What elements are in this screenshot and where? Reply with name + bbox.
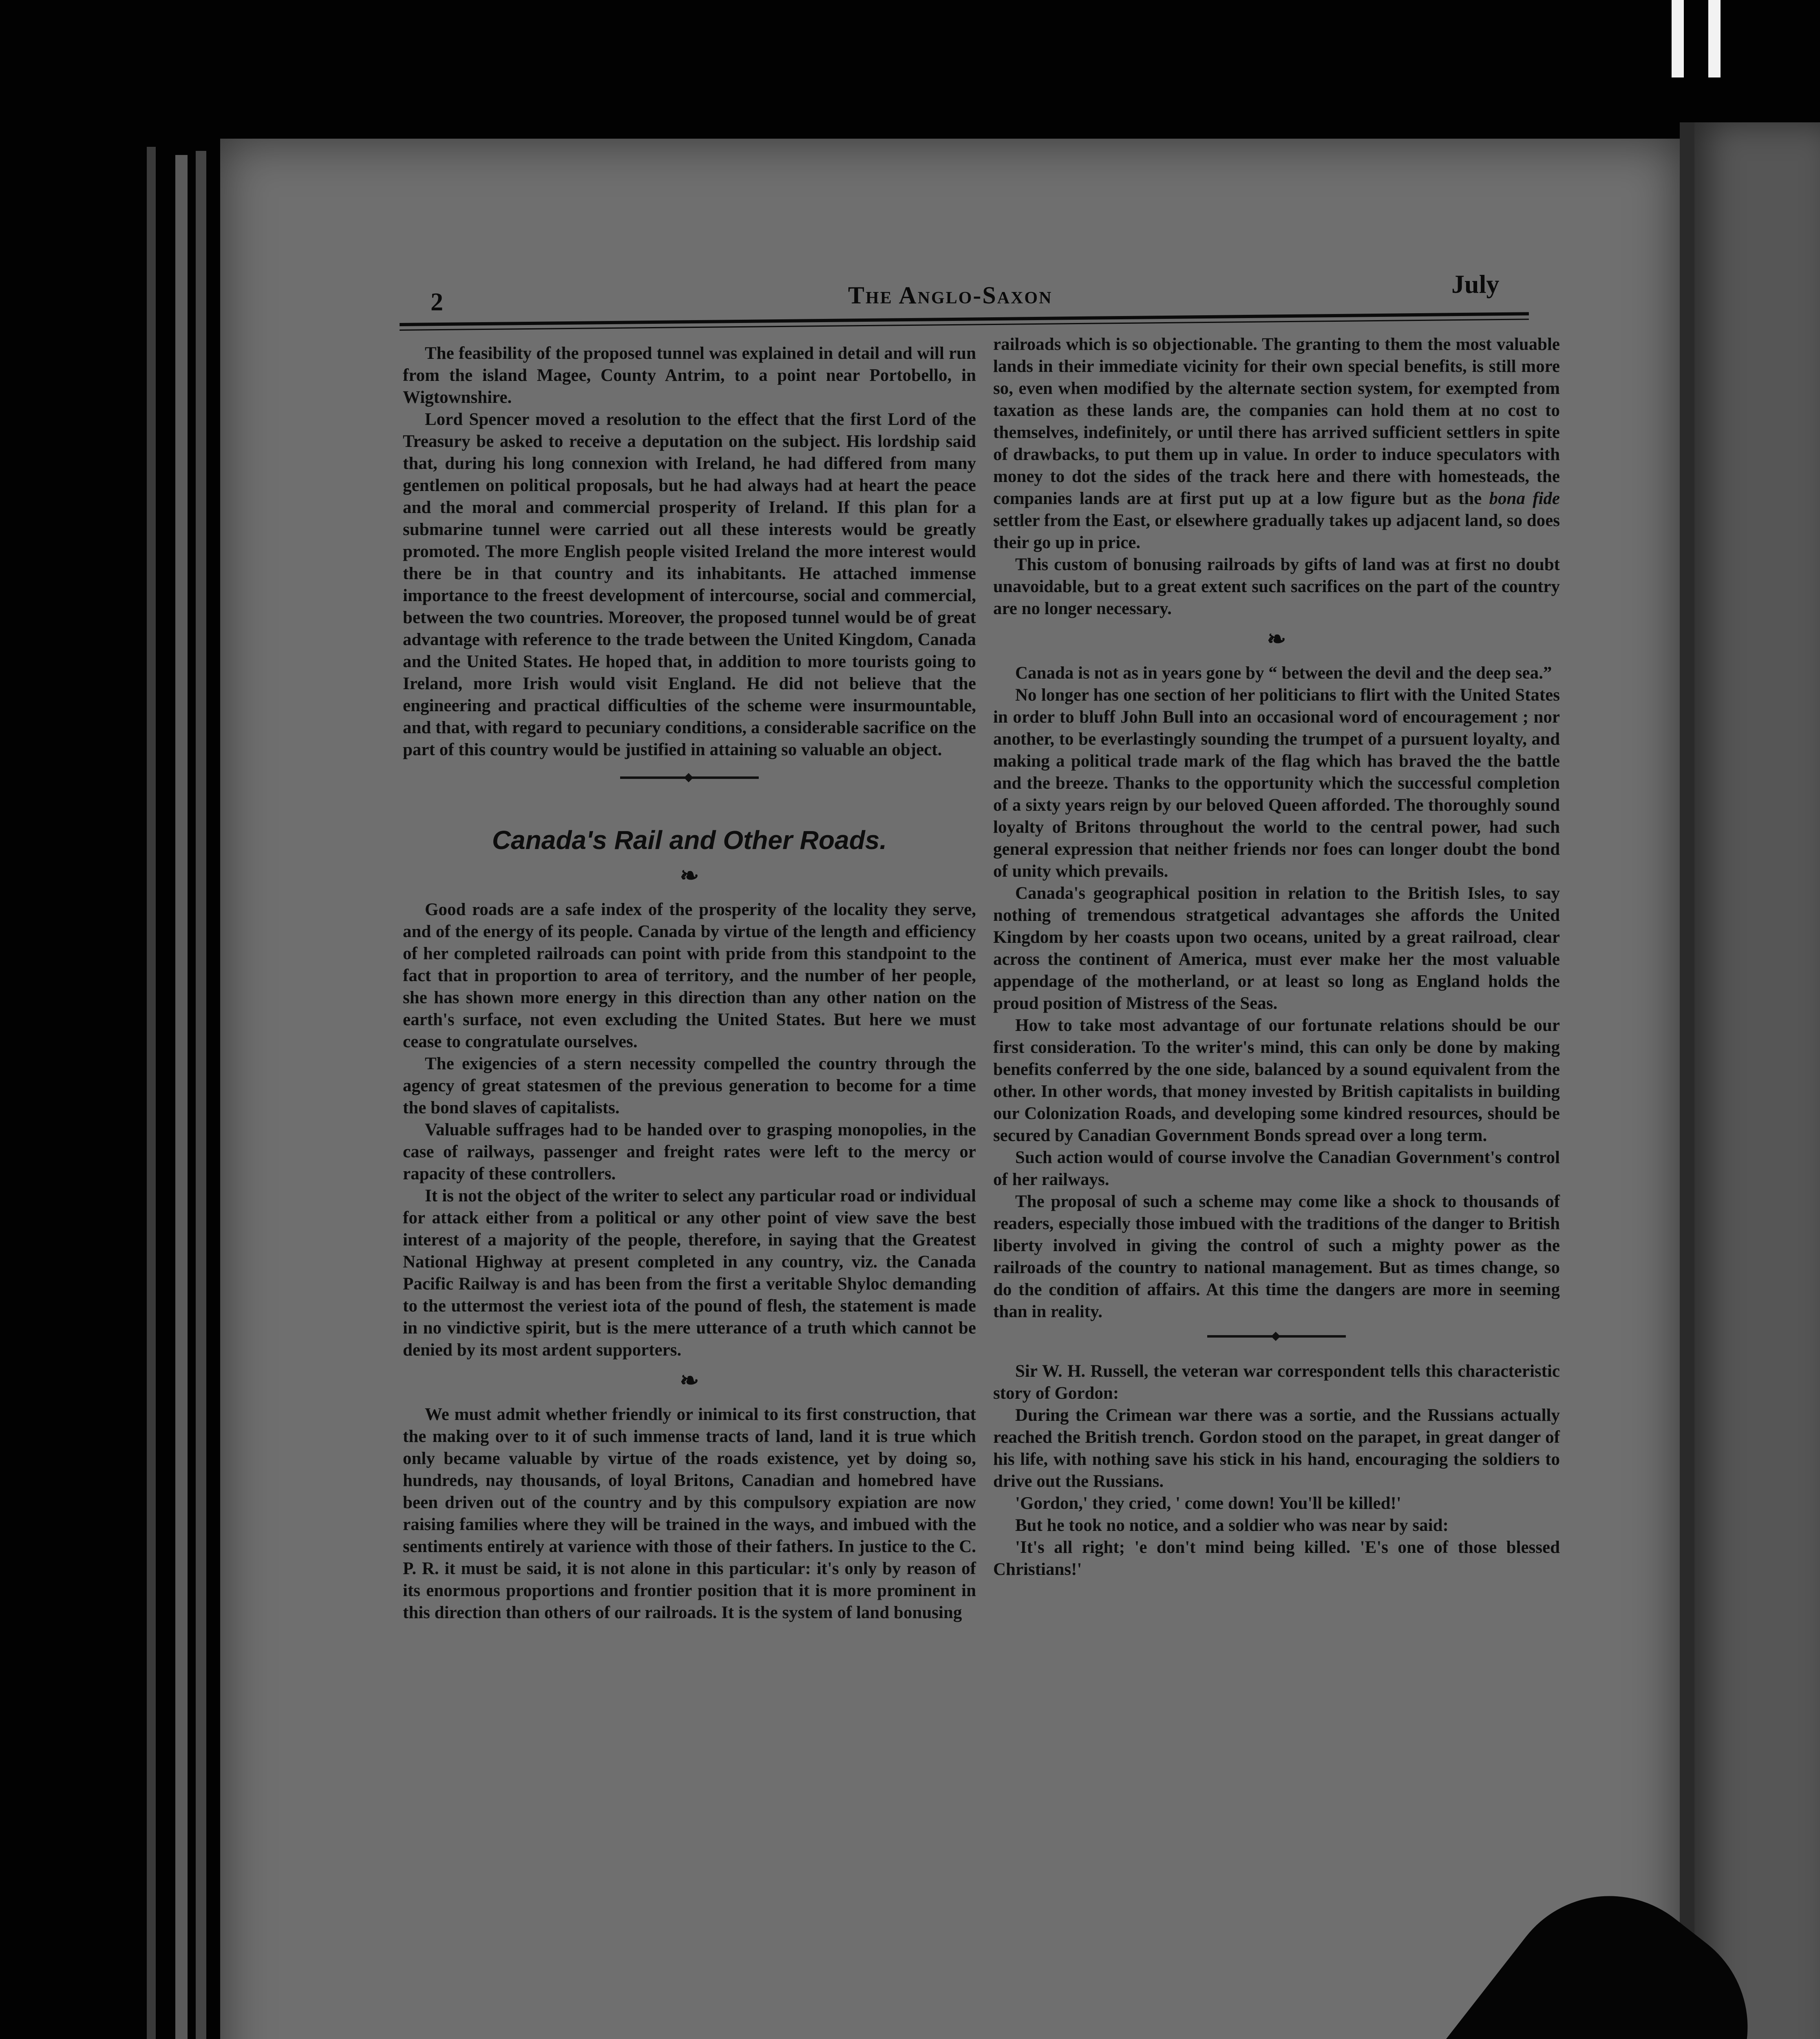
paragraph: 'Gordon,' they cried, ' come down! You'll be killed!' <box>1015 1494 1401 1513</box>
ornament-icon: ❧ <box>680 1368 699 1393</box>
page-edge-strip <box>196 151 206 2039</box>
page-edge-strip <box>175 155 188 2039</box>
film-edge-mark <box>1672 0 1684 77</box>
paragraph: It is not the object of the writer to select any particular road or individual for attack either from a political or any other point of view save the best interest of a majority of the people, therefore, in saying that the Greatest National Highway at present completed in any country, viz. the Canada Pacific Railway is and has been from the first a veritable Shyloc demanding to the uttermost the veriest iota of the pound of flesh, the statement is made in no vindictive spirit, but is the mere utterance of a truth which cannot be denied by its most ardent supporters. <box>403 1186 976 1360</box>
paragraph: Canada's geographical position in relation to the British Isles, to say nothing of tremendous stratgetical advantages she affords the United Kingdom by her coasts upon two oceans, united by a great railroad, clear across the continent of America, must ever make her the most valuable appendage of the motherland, or at least so long as England holds the proud position of Mistress of the Seas. <box>993 884 1560 1013</box>
paragraph-text: settler from the East, or elsewhere gradually takes up adjacent land, so does their go up in price. <box>993 511 1560 552</box>
right-column <box>993 334 1560 1581</box>
paragraph: During the Crimean war there was a sortie, and the Russians actually reached the British trench. Gordon stood on the parapet, in great danger of his life, with nothing save his stick in his hand, encouraging the soldiers to drive out the Russians. <box>993 1406 1560 1491</box>
page-edge-strip <box>147 147 156 2039</box>
running-title: The Anglo-Saxon <box>848 282 1053 309</box>
paragraph: Such action would of course involve the Canadian Government's control of her railways. <box>993 1148 1560 1189</box>
paragraph-text: railroads which is so objectionable. The granting to them the most valuable lands in their immediate vicinity for their own special benefits, is still more so, even when modified by the alternate section system, for exempted from taxation as these lands are, the companies can hold them at no cost to themselves, indefinitely, or until there has arrived sufficient settlers in spite of drawbacks, to put them up in value. In order to induce speculators with money to dot the sides of the track here and there with homesteads, the companies lands are at first put up at a low figure but as the <box>993 335 1560 508</box>
paragraph: Canada is not as in years gone by “ between the devil and the deep sea.” <box>1015 663 1552 683</box>
paragraph: 'It's all right; 'e don't mind being killed. 'E's one of those blessed Christians!' <box>993 1538 1560 1579</box>
left-column <box>403 343 976 1624</box>
paragraph: No longer has one section of her politicians to flirt with the United States in order to bluff John Bull into an occasional word of encouragement ; nor another, to be everlastingly sounding the trumpet of a pursuent loyalty, and making a political trade mark of the flag which has braved the the battle and the breeze. Thanks to the opportunity which the successful completion of a sixty years reign by our beloved Queen afforded. The thoroughly sound loyalty of Britons throughout the world to the central power, had such general expression that neither friends nor foes can longer doubt the bond of unity which prevails. <box>993 686 1560 881</box>
binding-edge <box>1680 122 1694 2039</box>
paragraph: Valuable suffrages had to be handed over to grasping monopolies, in the case of railways, passenger and freight rates were left to the mercy or rapacity of these controllers. <box>403 1120 976 1183</box>
section-divider <box>620 776 759 779</box>
paragraph: Lord Spencer moved a resolution to the effect that the first Lord of the Treasury be asked to receive a deputation on the subject. His lordship said that, during his long connexion with Ireland, he had differed from many gentlemen on political proposals, but he had always had at heart the peace and the moral and commercial prosperity of Ireland. If this plan for a submarine tunnel were carried out all these interests would be greatly promoted. The more English people visited Ireland the more interest would there be in that country and its inhabitants. He attached immense importance to the freest development of intercourse, social and commercial, between the two countries. Moreover, the proposed tunnel would be of great advantage with reference to the trade between the United Kingdom, Canada and the United States. He hoped that, in addition to more tourists going to Ireland, more Irish would visit England. He did not believe that the engineering and practical difficulties of the scheme were insurmountable, and that, with regard to pecuniary conditions, a considerable sacrifice on the part of this country would be justified in attaining so valuable an object. <box>403 410 976 759</box>
section-divider <box>1207 1335 1346 1338</box>
section-title: Canada's Rail and Other Roads. <box>492 825 887 855</box>
paragraph: We must admit whether friendly or inimical to its first construction, that the making over to it of such immense tracts of land, land it is true which only became valuable by virtue of the roads existence, yet by doing so, hundreds, nay thousands, of loyal Britons, Canadian and homebred have been driven out of the country and by this compulsory expiation are now raising families where they will be trained in the ways, and imbued with the sentiments entirely at varience with those of their fathers. In justice to the C. P. R. it must be said, it is not alone in this particular: it's only by reason of its enormous proportions and frontier position that it is more prominent in this direction than others of our railroads. It is the system of land bonusing <box>403 1405 976 1622</box>
paragraph: Sir W. H. Russell, the veteran war correspondent tells this characteristic story of Gordon: <box>993 1362 1560 1403</box>
paragraph: But he took no notice, and a soldier who was near by said: <box>1015 1516 1449 1535</box>
page-number: 2 <box>431 288 443 316</box>
film-edge-mark <box>1708 0 1721 77</box>
paragraph: The feasibility of the proposed tunnel was explained in detail and will run from the island Magee, County Antrim, to a point near Portobello, in Wigtownshire. <box>403 344 976 407</box>
issue-month: July <box>1451 270 1500 299</box>
paragraph: How to take most advantage of our fortunate relations should be our first consideration. To the writer's mind, this can only be done by making benefits conferred by the one side, balanced by a sound equivalent from the other. In other words, that money invested by British capitalists in building our Colonization Roads, and developing some kindred resources, should be secured by Canadian Government Bonds spread over a long term. <box>993 1016 1560 1145</box>
italic-phrase: bona fide <box>1489 489 1560 508</box>
facing-page-edge <box>1692 122 1820 2039</box>
paragraph: This custom of bonusing railroads by gifts of land was at first no doubt unavoidable, but to a great extent such sacrifices on the part of the country are no longer necessary. <box>993 555 1560 618</box>
paragraph <box>993 334 1560 554</box>
ornament-icon: ❧ <box>680 863 699 889</box>
paragraph: The proposal of such a scheme may come like a shock to thousands of readers, especially those imbued with the traditions of the danger to British liberty involved in giving the control of such a mighty power as the railroads of the country to national management. But as times change, so do the condition of affairs. At this time the dangers are more in seeming than in reality. <box>993 1192 1560 1321</box>
ornament-icon: ❧ <box>1267 627 1286 652</box>
paragraph: The exigencies of a stern necessity compelled the country through the agency of great statesmen of the previous generation to become for a time the bond slaves of capitalists. <box>403 1054 976 1117</box>
paragraph: Good roads are a safe index of the prosperity of the locality they serve, and of the energy of its people. Canada by virtue of the length and efficiency of her completed railroads can point with pride from this standpoint to the fact that in proportion to area of territory, and the number of her people, she has shown more energy in this direction than any other nation on the earth's surface, not even excluding the United States. But here we must cease to congratulate ourselves. <box>403 900 976 1051</box>
